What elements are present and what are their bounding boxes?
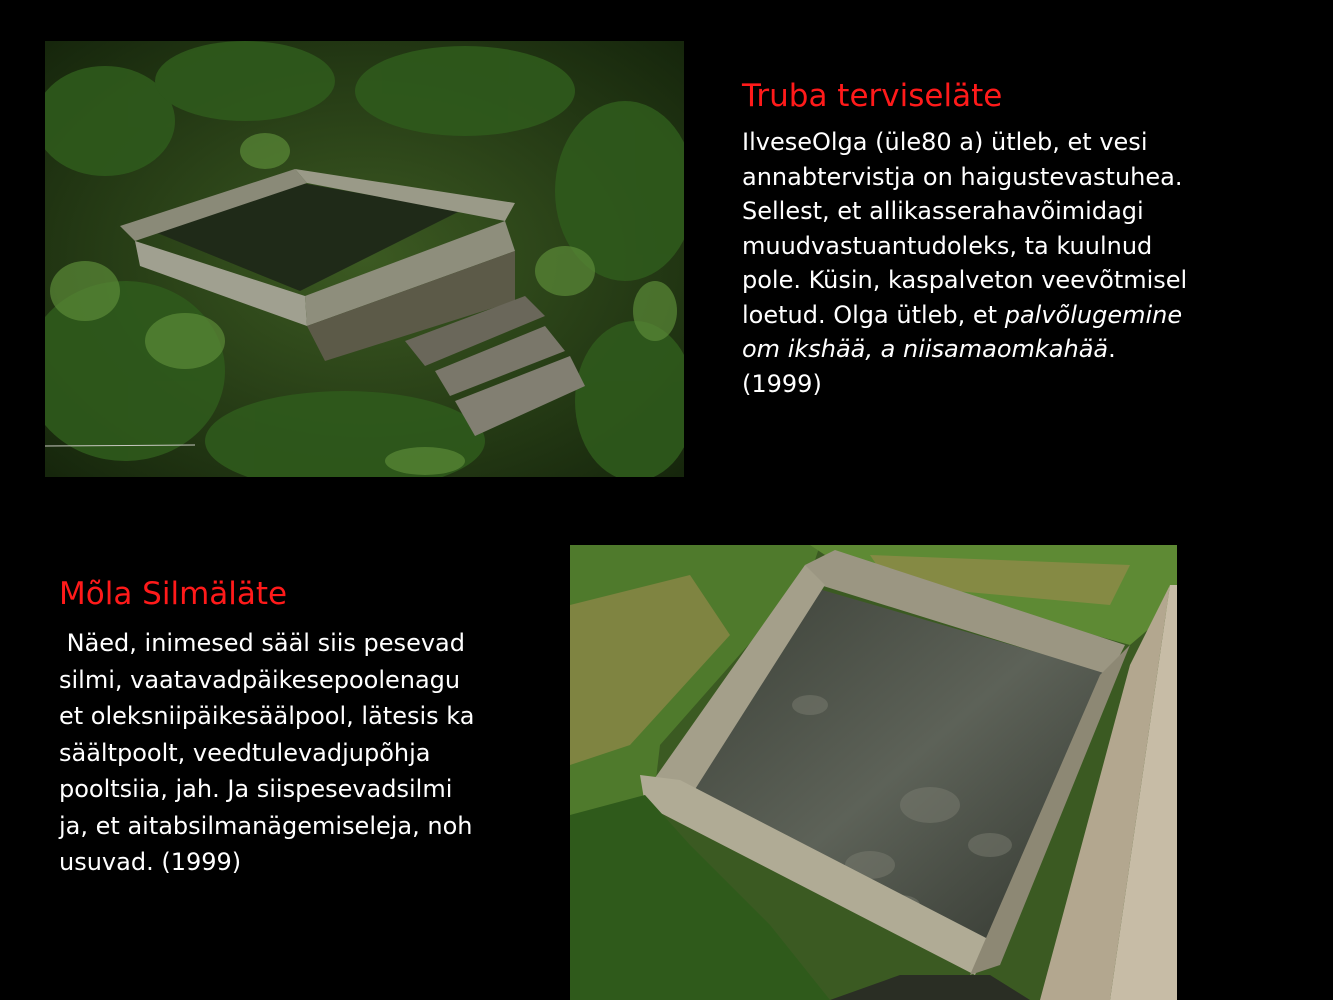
mola-line-3: et oleksniipäikesäälpool, lätesis ka: [59, 702, 475, 730]
mola-line-6: ja, et aitabsilmanägemiseleja, noh: [59, 811, 473, 840]
truba-title: Truba terviseläte: [742, 78, 1003, 114]
truba-line-4: muudvastuantudoleks, ta kuulnud: [742, 231, 1153, 260]
truba-line-2: annabtervistja on haigustevastuhea.: [742, 162, 1183, 191]
truba-line-7-italic: om ikshää, a niisamaomkahää: [742, 335, 1109, 363]
mola-title: Mõla Silmäläte: [59, 576, 288, 612]
mola-line-5: pooltsiia, jah. Ja siispesevadsilmi: [59, 775, 453, 803]
mola-line-7: usuvad. (1999): [59, 848, 242, 876]
truba-line-6-plain: loetud. Olga ütleb, et: [742, 300, 1005, 329]
truba-line-6-italic: palvõlugemine: [1004, 300, 1183, 329]
truba-line-5: pole. Küsin, kaspalveton veevõtmisel: [742, 266, 1188, 294]
truba-line-7: [742, 332, 1187, 367]
truba-description: [742, 125, 1187, 401]
mola-line-1: Näed, inimesed sääl siis pesevad: [59, 629, 465, 657]
truba-line-6: [742, 298, 1187, 333]
truba-spring-photo: [45, 41, 684, 477]
truba-line-1: IlveseOlga (üle80 a) ütleb, et vesi: [742, 128, 1148, 156]
truba-line-7-plain: .: [1108, 335, 1116, 363]
mola-description: [59, 625, 474, 881]
mola-line-2: silmi, vaatavadpäikesepoolenagu: [59, 665, 461, 694]
truba-line-8: (1999): [742, 369, 822, 398]
truba-line-3: Sellest, et allikasserahavõimidagi: [742, 197, 1144, 225]
mola-line-4: säältpoolt, veedtulevadjupõhja: [59, 738, 431, 767]
mola-spring-photo: [570, 545, 1177, 1000]
